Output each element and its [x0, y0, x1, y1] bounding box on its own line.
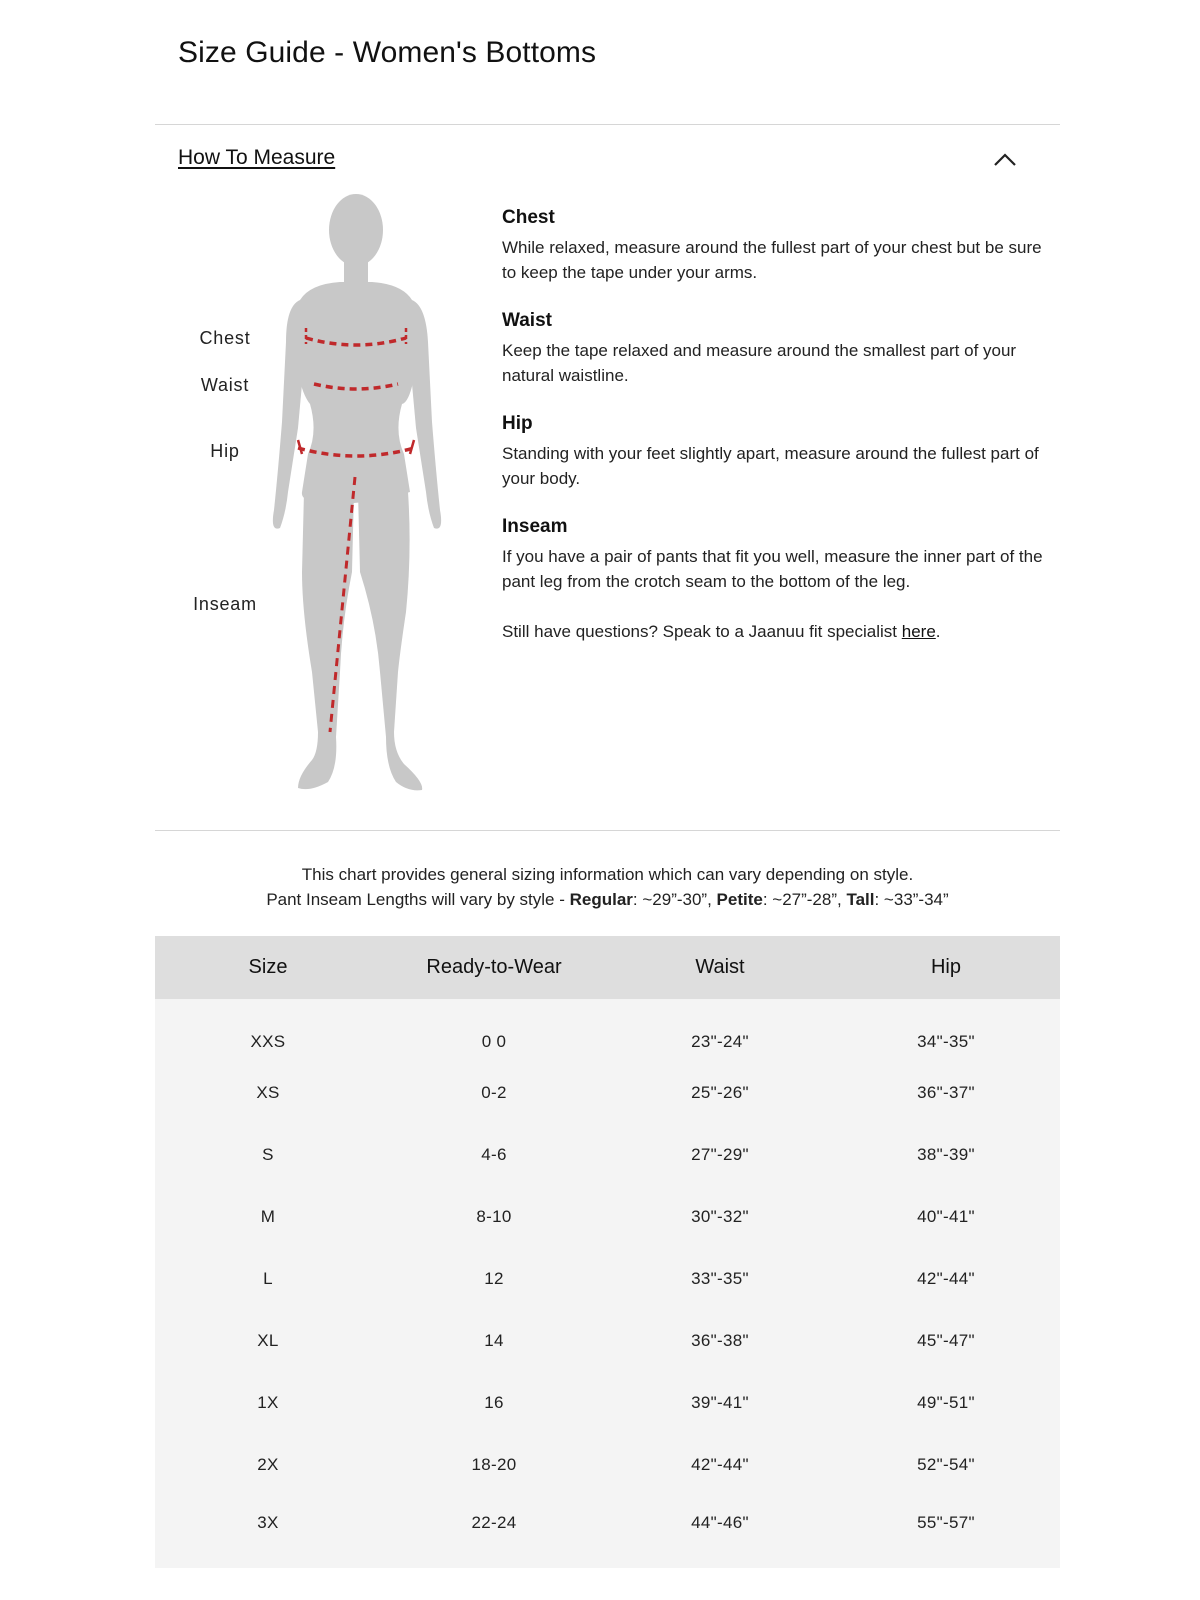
- cell-hip: 40"-41": [917, 1207, 975, 1226]
- size-table: [155, 936, 1060, 1568]
- instruction-text: Keep the tape relaxed and measure around the smallest part of your natural waistline.: [502, 341, 1017, 385]
- tall-label: Tall: [846, 890, 875, 909]
- cell-size: M: [260, 1207, 276, 1226]
- instruction-hip: [502, 413, 1047, 491]
- section-divider: [155, 124, 1060, 125]
- table-header: [155, 936, 1060, 999]
- regular-label: Regular: [569, 890, 633, 909]
- cell-size: 2X: [257, 1455, 279, 1474]
- measurement-instructions: [502, 207, 1047, 644]
- instruction-text: Standing with your feet slightly apart, measure around the fullest part of your body.: [502, 444, 1039, 488]
- cell-hip: 45"-47": [917, 1331, 975, 1350]
- chart-note: [155, 862, 1060, 912]
- cell-ready-to-wear: 8-10: [476, 1207, 512, 1226]
- body-silhouette-illustration: [190, 192, 470, 802]
- cell-waist: 42"-44": [691, 1455, 749, 1474]
- regular-value: : ~29”-30”,: [632, 890, 717, 909]
- table-row: [155, 1264, 1060, 1294]
- how-to-measure-accordion-header[interactable]: [155, 138, 1060, 182]
- tall-value: : ~33”-34”: [874, 890, 949, 909]
- table-row: [155, 1450, 1060, 1480]
- instruction-heading: Hip: [502, 413, 533, 434]
- table-row: [155, 1202, 1060, 1232]
- petite-label: Petite: [716, 890, 763, 909]
- petite-value: : ~27”-28”,: [762, 890, 847, 909]
- table-row: [155, 1140, 1060, 1170]
- question-text: Still have questions? Speak to a Jaanuu fit specialist: [502, 622, 902, 641]
- column-header-size: Size: [248, 956, 288, 978]
- cell-hip: 49"-51": [917, 1393, 975, 1412]
- column-header-hip: Hip: [930, 956, 961, 978]
- instruction-heading: Inseam: [502, 516, 568, 537]
- cell-ready-to-wear: 12: [484, 1269, 504, 1288]
- cell-size: XXS: [250, 1032, 286, 1051]
- table-row: [155, 1508, 1060, 1538]
- page-title: Size Guide - Women's Bottoms: [178, 36, 597, 69]
- instruction-heading: Waist: [502, 310, 552, 331]
- chart-note-line1: This chart provides general sizing information which can vary depending on style.: [301, 865, 914, 884]
- column-header-ready-to-wear: Ready-to-Wear: [426, 956, 562, 978]
- section-divider: [155, 830, 1060, 831]
- cell-hip: 42"-44": [917, 1269, 975, 1288]
- cell-size: 1X: [257, 1393, 279, 1412]
- cell-hip: 52"-54": [917, 1455, 975, 1474]
- measurement-figure: [190, 192, 470, 802]
- how-to-measure-toggle[interactable]: How To Measure: [178, 146, 336, 169]
- instruction-text: If you have a pair of pants that fit you well, measure the inner part of the pant leg from the crotch seam to the bottom of the leg.: [502, 547, 1043, 591]
- question-suffix: .: [935, 622, 941, 641]
- figure-label-chest: Chest: [199, 328, 251, 348]
- chevron-up-icon[interactable]: [990, 148, 1020, 170]
- column-header-waist: Waist: [695, 956, 745, 978]
- chart-note-line2: [155, 887, 1060, 912]
- cell-ready-to-wear: 22-24: [471, 1513, 517, 1532]
- figure-label-waist: Waist: [200, 375, 250, 395]
- table-row: [155, 1078, 1060, 1108]
- cell-ready-to-wear: 0 0: [481, 1032, 507, 1051]
- cell-ready-to-wear: 18-20: [471, 1455, 517, 1474]
- instruction-inseam: [502, 516, 1047, 594]
- table-row: [155, 1027, 1060, 1057]
- figure-label-inseam: Inseam: [193, 594, 257, 614]
- cell-ready-to-wear: 14: [484, 1331, 504, 1350]
- cell-hip: 34"-35": [917, 1032, 975, 1051]
- inseam-intro: Pant Inseam Lengths will vary by style -: [266, 890, 570, 909]
- figure-label-hip: Hip: [210, 441, 240, 461]
- cell-size: XL: [257, 1331, 279, 1350]
- instruction-text: While relaxed, measure around the fullest part of your chest but be sure to keep the tape under your arms.: [502, 238, 1042, 282]
- table-row: [155, 1388, 1060, 1418]
- cell-hip: 36"-37": [917, 1083, 975, 1102]
- cell-ready-to-wear: 0-2: [481, 1083, 507, 1102]
- cell-hip: 38"-39": [917, 1145, 975, 1164]
- cell-waist: 23"-24": [691, 1032, 749, 1051]
- cell-waist: 39"-41": [691, 1393, 749, 1412]
- cell-size: XS: [256, 1083, 280, 1102]
- fit-specialist-link[interactable]: here: [901, 622, 936, 641]
- cell-waist: 44"-46": [691, 1513, 749, 1532]
- cell-size: L: [263, 1269, 273, 1288]
- cell-size: S: [262, 1145, 274, 1164]
- cell-waist: 25"-26": [691, 1083, 749, 1102]
- instruction-waist: [502, 310, 1047, 388]
- cell-size: 3X: [257, 1513, 279, 1532]
- cell-ready-to-wear: 4-6: [481, 1145, 507, 1164]
- fit-specialist-question: [502, 619, 1047, 644]
- cell-waist: 30"-32": [691, 1207, 749, 1226]
- cell-waist: 27"-29": [691, 1145, 749, 1164]
- instruction-chest: [502, 207, 1047, 285]
- table-row: [155, 1326, 1060, 1356]
- cell-ready-to-wear: 16: [484, 1393, 504, 1412]
- cell-waist: 33"-35": [691, 1269, 749, 1288]
- cell-hip: 55"-57": [917, 1513, 975, 1532]
- instruction-heading: Chest: [502, 207, 555, 228]
- cell-waist: 36"-38": [691, 1331, 749, 1350]
